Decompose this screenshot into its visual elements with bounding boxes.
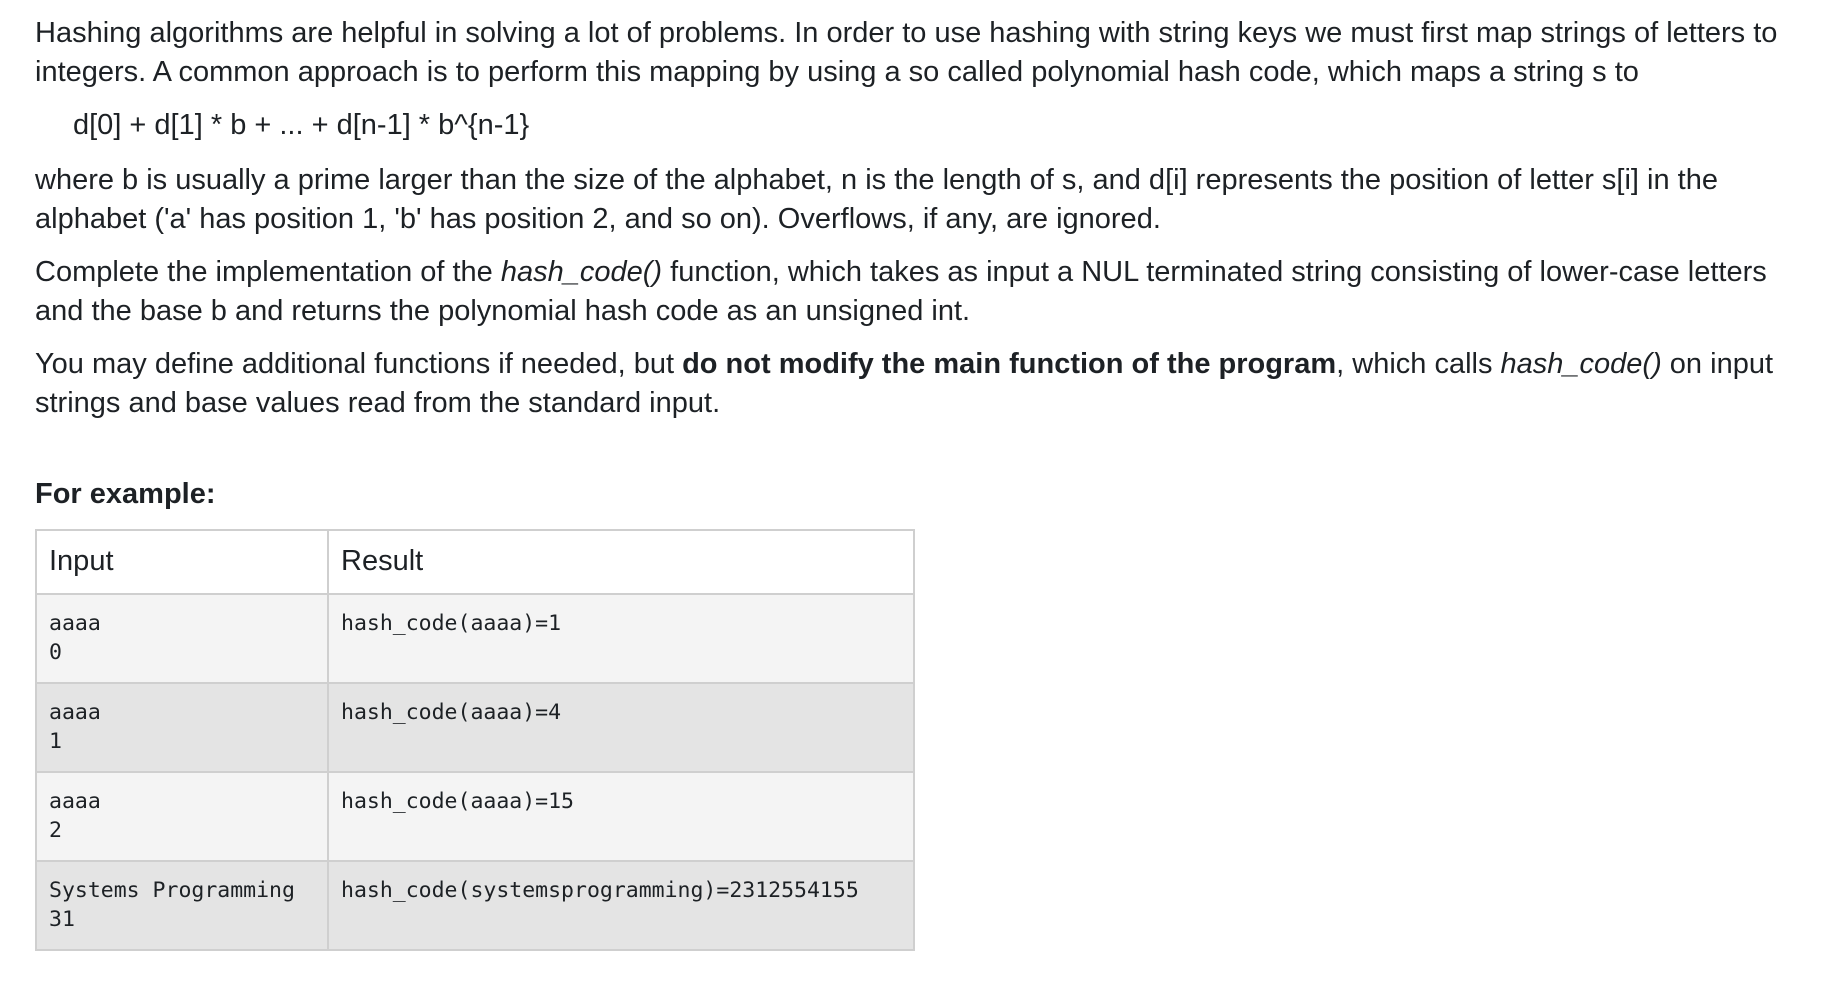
complete-paragraph	[35, 253, 1815, 331]
intro-paragraph: Hashing algorithms are helpful in solving a lot of problems. In order to use hashing with string keys we must first map strings of letters to integers. A common approach is to perform this mapping by using a so called polynomial hash code, which maps a string s to	[35, 17, 1778, 88]
result-cell	[328, 594, 914, 683]
question-text	[35, 14, 1815, 951]
result-cell	[328, 772, 914, 861]
function-name: hash_code()	[1500, 348, 1662, 380]
input-string: aaaa	[49, 611, 101, 636]
header-input: Input	[36, 530, 328, 594]
result-cell	[328, 683, 914, 772]
input-cell	[36, 683, 328, 772]
define-paragraph	[35, 345, 1815, 423]
example-heading: For example:	[35, 478, 216, 510]
define-suffix: on input strings and base values read from the standard input.	[35, 348, 1774, 419]
define-emphasis: do not modify the main function of the program	[682, 348, 1337, 380]
input-base: 31	[49, 907, 75, 932]
input-string: Systems Programming	[49, 878, 295, 903]
complete-prefix: Complete the implementation of the	[35, 256, 501, 288]
result-value: hash_code(aaaa)=1	[341, 611, 562, 636]
input-cell	[36, 594, 328, 683]
where-paragraph: where b is usually a prime larger than the size of the alphabet, n is the length of s, and d[i] represents the position of letter s[i] in the alphabet ('a' has position 1, 'b' has position 2, and so on). Overflows, if any, are ignored.	[35, 164, 1718, 235]
table-row	[36, 772, 914, 861]
result-value: hash_code(aaaa)=4	[341, 700, 562, 725]
define-middle: , which calls	[1336, 348, 1501, 380]
input-cell	[36, 861, 328, 950]
example-table	[35, 529, 915, 951]
define-prefix: You may define additional functions if needed, but	[35, 348, 683, 380]
input-base: 0	[49, 640, 62, 665]
result-value: hash_code(systemsprogramming)=2312554155	[341, 878, 859, 903]
header-result: Result	[328, 530, 914, 594]
result-cell	[328, 861, 914, 950]
result-value: hash_code(aaaa)=15	[341, 789, 574, 814]
table-row	[36, 861, 914, 950]
function-name: hash_code()	[500, 256, 663, 288]
input-cell	[36, 772, 328, 861]
table-row	[36, 683, 914, 772]
hash-formula: d[0] + d[1] * b + ... + d[n-1] * b^{n-1}	[73, 109, 530, 141]
input-string: aaaa	[49, 700, 101, 725]
input-base: 1	[49, 729, 62, 754]
input-string: aaaa	[49, 789, 101, 814]
table-header-row	[36, 530, 914, 594]
input-base: 2	[49, 818, 62, 843]
complete-suffix: function, which takes as input a NUL terminated string consisting of lower-case letters and the base b and returns the polynomial hash code as an unsigned int.	[35, 256, 1767, 327]
table-row	[36, 594, 914, 683]
